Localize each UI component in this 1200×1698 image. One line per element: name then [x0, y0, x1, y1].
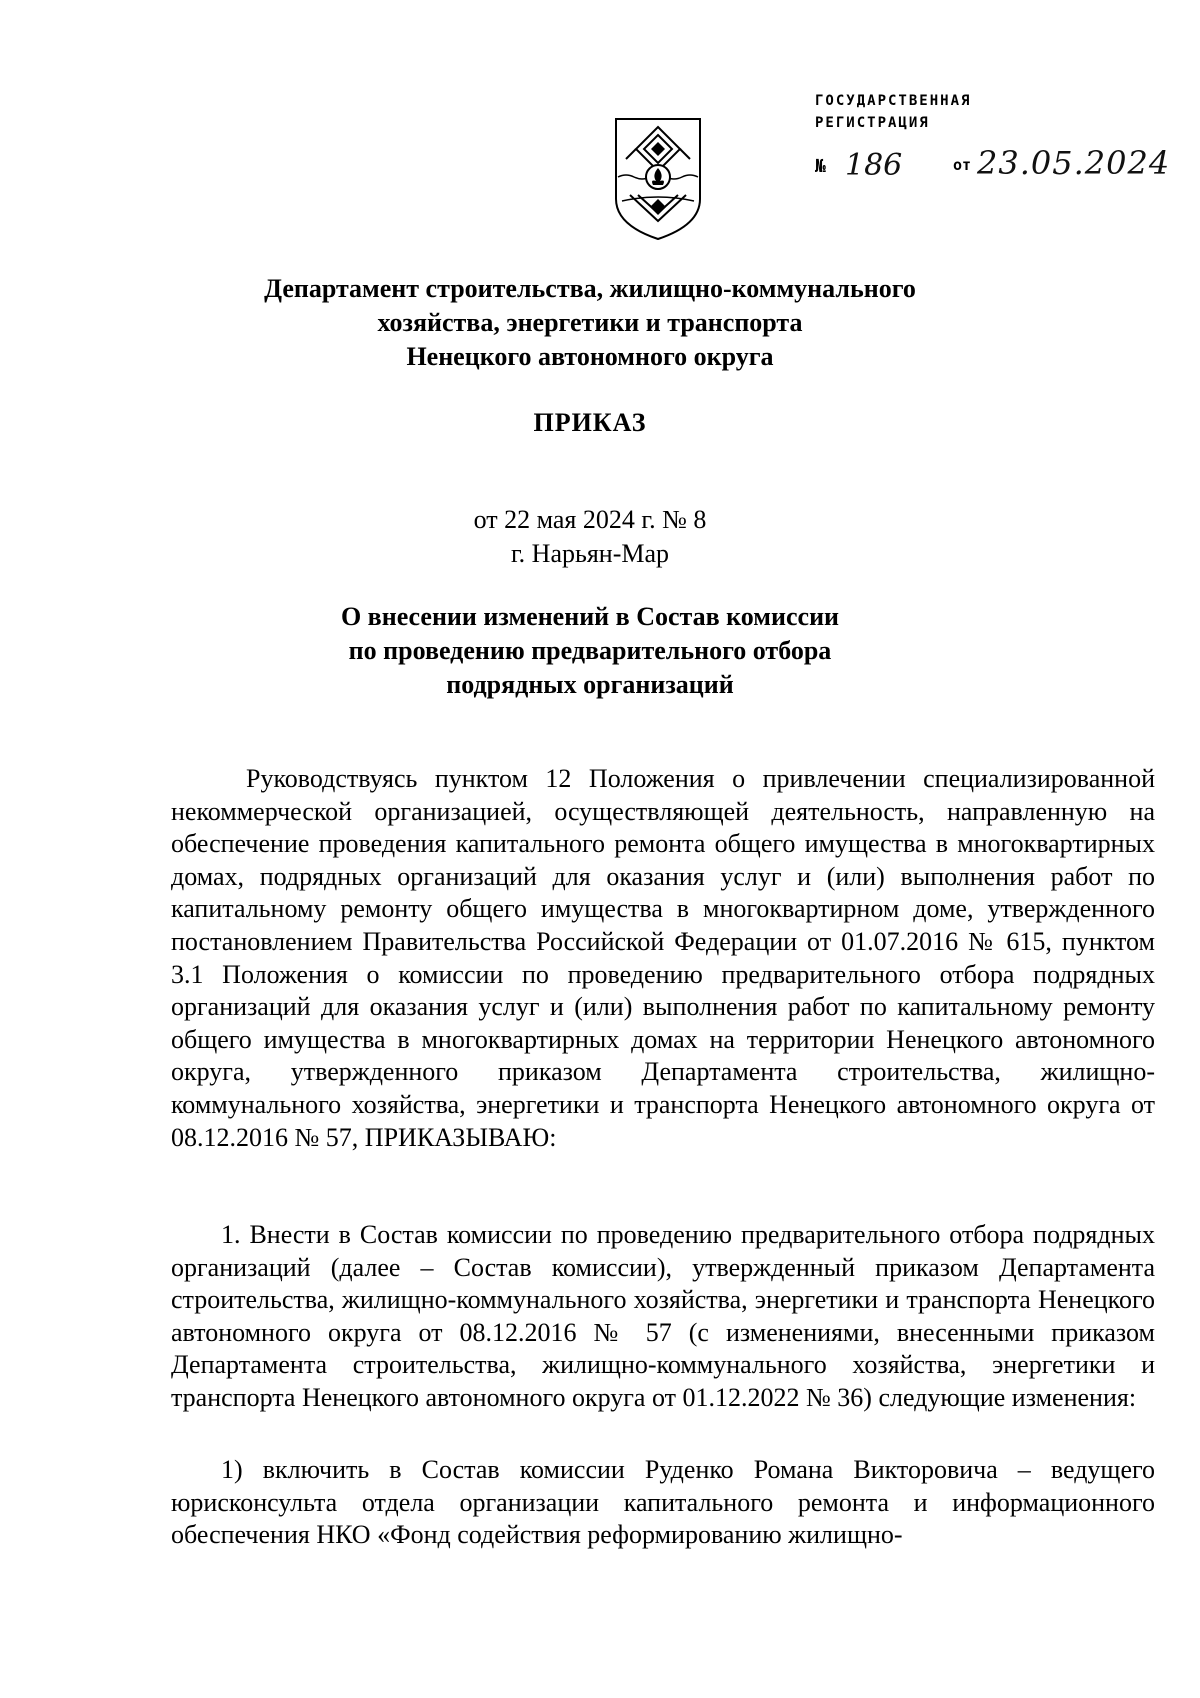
stamp-date-handwritten: 23.05.2024 [977, 144, 1171, 182]
subject-line-3: подрядных организаций [446, 670, 734, 699]
body-paragraph-item-1: 1. Внести в Состав комиссии по проведению предварительного отбора подрядных организаций (далее – Состав комиссии), утвержденный приказом Департамента строительства, жилищно-коммунального хозяйства, энергетики и транспорта Ненецкого автономного округа от 08.12.2016 № 57 (с изменениями, внесенными приказом Департамента строительства, жилищно-коммунального хозяйства, энергетики и транспорта Ненецкого автономного округа от 01.12.2022 № 36) следующие изменения: [171, 1220, 1155, 1412]
department-line-3: Ненецкого автономного округа [406, 342, 774, 371]
registration-stamp [815, 90, 1171, 190]
document-type-title: ПРИКАЗ [533, 408, 647, 437]
department-line-2: хозяйства, энергетики и транспорта [377, 308, 803, 337]
subject-line-1: О внесении изменений в Состав комиссии [340, 602, 840, 631]
body-paragraph-preamble: Руководствуясь пунктом 12 Положения о привлечении специализированной некоммерческой организацией, осуществляющей деятельность, направленную на обеспечение проведения капитального ремонта общего имущества в многоквартирных домах, подрядных организаций для оказания услуг и (или) выполнения работ по капитальному ремонту общего имущества в многоквартирном доме, утвержденного постановлением Правительства Российской Федерации от 01.07.2016 № 615, пунктом 3.1 Положения о комиссии по проведению предварительного отбора подрядных организаций для оказания услуг и (или) выполнения работ по капитальному ремонту общего имущества в многоквартирных домах на территории Ненецкого автономного округа, утвержденного приказом Департамента строительства, жилищно-коммунального хозяйства, энергетики и транспорта Ненецкого автономного округа от 08.12.2016 № 57, ПРИКАЗЫВАЮ: [171, 764, 1155, 1152]
department-line-1: Департамент строительства, жилищно-коммунального [264, 274, 916, 303]
stamp-title-line2: РЕГИСТРАЦИЯ [815, 115, 930, 131]
body-paragraph-subitem-1: 1) включить в Состав комиссии Руденко Романа Викторовича – ведущего юрисконсульта отдела организации капитального ремонта и информационного обеспечения НКО «Фонд содействия реформированию жилищно- [171, 1455, 1155, 1550]
stamp-title-line1: ГОСУДАРСТВЕННАЯ [815, 93, 972, 109]
department-name [150, 272, 1030, 374]
coat-of-arms-icon [608, 115, 708, 243]
date-and-place [150, 503, 1030, 571]
subject-line-2: по проведению предварительного отбора [348, 636, 832, 665]
document-subject [150, 600, 1030, 702]
stamp-date-label: от [953, 156, 972, 174]
stamp-number-label: № [815, 156, 826, 177]
document-city: г. Нарьян-Мар [510, 539, 670, 568]
stamp-numbers [815, 144, 1171, 188]
coat-of-arms-emblem [608, 115, 708, 243]
document-date-number: от 22 мая 2024 г. № 8 [473, 505, 707, 534]
stamp-number-handwritten: 186 [845, 148, 903, 183]
